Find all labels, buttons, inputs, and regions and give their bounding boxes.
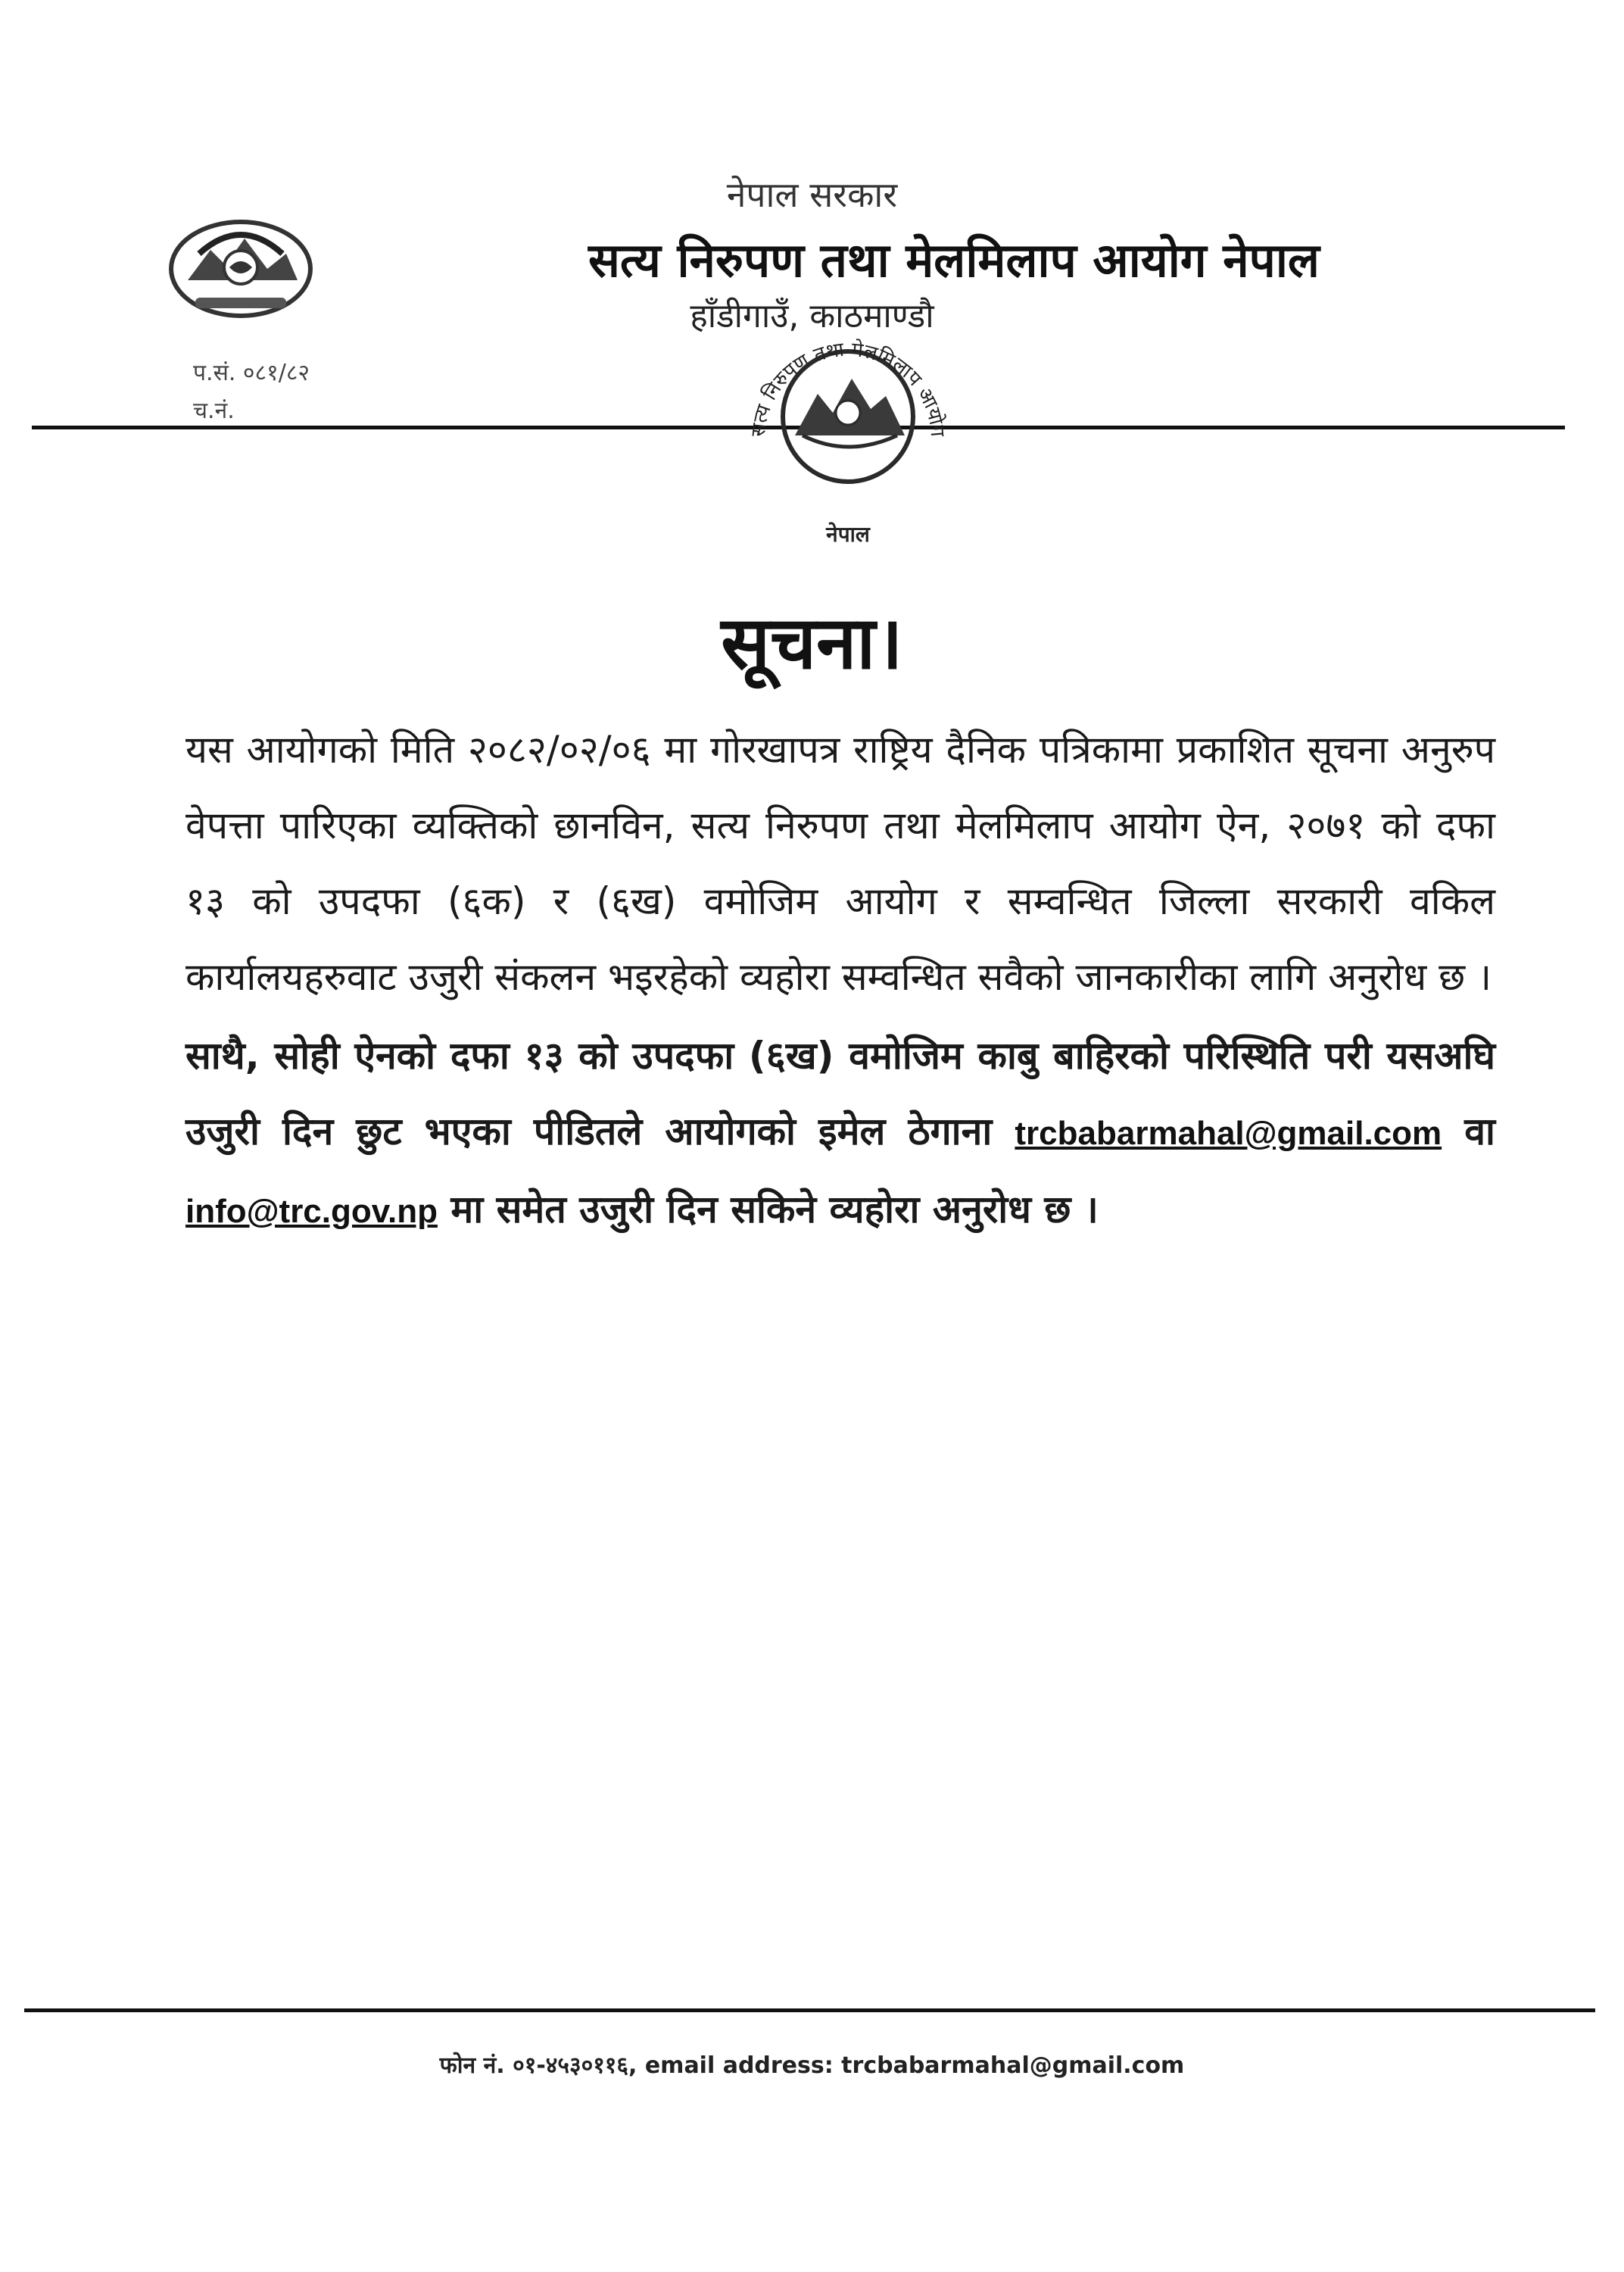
government-name: नेपाल सरकार bbox=[726, 174, 898, 215]
email-link-gmail[interactable]: trcbabarmahal@gmail.com bbox=[1015, 1115, 1442, 1152]
paragraph-2-start: साथै, सोही ऐनको दफा १३ को उपदफा (६ख) वमोजिम काबु बाहिरको परिस्थिति परी यसअघि उजुरी दिन छुट भएका पीडितले आयोगको इमेल ठेगाना bbox=[185, 1034, 1495, 1153]
notice-body bbox=[185, 712, 1495, 1250]
notice-title: सूचना। bbox=[721, 601, 903, 685]
notice-paragraph-2 bbox=[185, 1018, 1495, 1250]
dispatch-number: च.नं. bbox=[193, 398, 235, 424]
seal-text-top: सत्य निरुपण तथा मेलमिलाप आयोग bbox=[747, 338, 949, 438]
conjunction-text: वा bbox=[1442, 1109, 1495, 1153]
paragraph-2-end: मा समेत उजुरी दिन सकिने व्यहोरा अनुरोध छ । bbox=[437, 1187, 1099, 1231]
footer-contact: फोन नं. ०१-४५३०११६, email address: trcbabarmahal@gmail.com bbox=[439, 2052, 1185, 2079]
reference-number: प.सं. ०८१/८२ bbox=[193, 360, 310, 386]
seal-text-bottom: नेपाल bbox=[826, 522, 870, 547]
footer-divider bbox=[24, 2008, 1595, 2012]
email-link-trc[interactable]: info@trc.gov.np bbox=[185, 1193, 438, 1230]
office-address: हाँडीगाउँ, काठमाण्डौ bbox=[690, 297, 934, 335]
office-seal-stamp bbox=[719, 307, 977, 557]
commission-name: सत्य निरुपण तथा मेलमिलाप आयोग नेपाल bbox=[588, 233, 1320, 288]
notice-paragraph-1: यस आयोगको मिति २०८२/०२/०६ मा गोरखापत्र राष्ट्रिय दैनिक पत्रिकामा प्रकाशित सूचना अनुरुप वेपत्ता पारिएका व्यक्तिको छानविन, सत्य निरुपण तथा मेलमिलाप आयोग ऐन, २०७१ को दफा १३ को उपदफा (६क) र (६ख) वमोजिम आयोग र सम्वन्धित जिल्ला सरकारी वकिल कार्यालयहरुवाट उजुरी संकलन भइरहेको व्यहोरा सम्वन्धित सवैको जानकारीका लागि अनुरोध छ । bbox=[185, 728, 1495, 999]
